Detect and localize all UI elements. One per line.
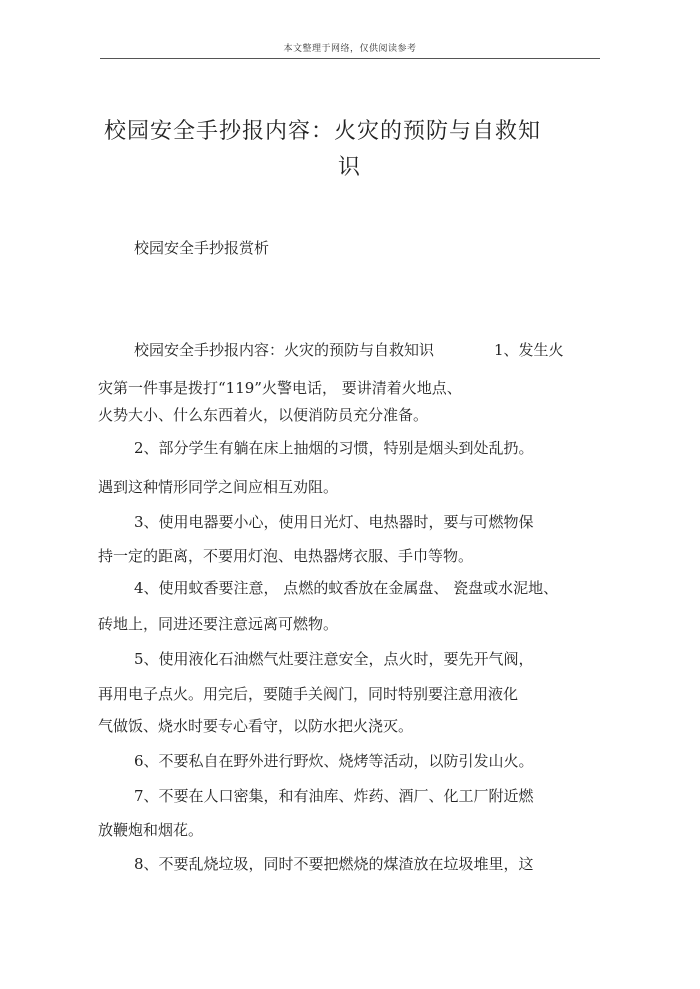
paragraph-line: 灾第一件事是拨打“119”火警电话， 要讲清着火地点、 [98, 379, 462, 397]
paragraph-line: 3、使用电器要小心，使用日光灯、电热器时，要与可燃物保 [134, 513, 534, 531]
paragraph-line: 砖地上，同进还要注意远离可燃物。 [98, 615, 339, 633]
page-title-line-1: 校园安全手抄报内容：火灾的预防与自救知 [104, 119, 542, 144]
paragraph-line: 遇到这种情形同学之间应相互劝阻。 [98, 478, 339, 496]
paragraph-line: 放鞭炮和烟花。 [98, 821, 204, 839]
paragraph-line: 再用电子点火。用完后，要随手关阀门，同时特别要注意用液化 [98, 685, 519, 703]
paragraph-line: 6、不要私自在野外进行野炊、烧烤等活动，以防引发山火。 [134, 752, 534, 770]
paragraph-line: 气做饭、烧水时要专心看守，以防水把火浇灭。 [98, 717, 414, 735]
paragraph-line: 校园安全手抄报内容：火灾的预防与自救知识 1、发生火 [134, 341, 564, 359]
header-divider [100, 58, 600, 59]
section-subheading: 校园安全手抄报赏析 [134, 239, 270, 257]
header-note: 本文整理于网络，仅供阅读参考 [283, 44, 417, 54]
paragraph-line: 火势大小、什么东西着火，以便消防员充分准备。 [98, 406, 429, 424]
paragraph-line: 8、不要乱烧垃圾，同时不要把燃烧的煤渣放在垃圾堆里，这 [134, 855, 534, 873]
paragraph-line: 持一定的距离，不要用灯泡、电热器烤衣服、手巾等物。 [98, 547, 474, 565]
paragraph-line: 4、使用蚊香要注意， 点燃的蚊香放在金属盘、 瓷盘或水泥地、 [134, 579, 559, 597]
paragraph-line: 2、部分学生有躺在床上抽烟的习惯，特别是烟头到处乱扔。 [134, 439, 534, 457]
paragraph-line: 7、不要在人口密集，和有油库、炸药、酒厂、化工厂附近燃 [134, 787, 534, 805]
paragraph-line: 5、使用液化石油燃气灶要注意安全，点火时，要先开气阀， [134, 650, 534, 668]
page-title-line-2: 识 [338, 155, 362, 180]
